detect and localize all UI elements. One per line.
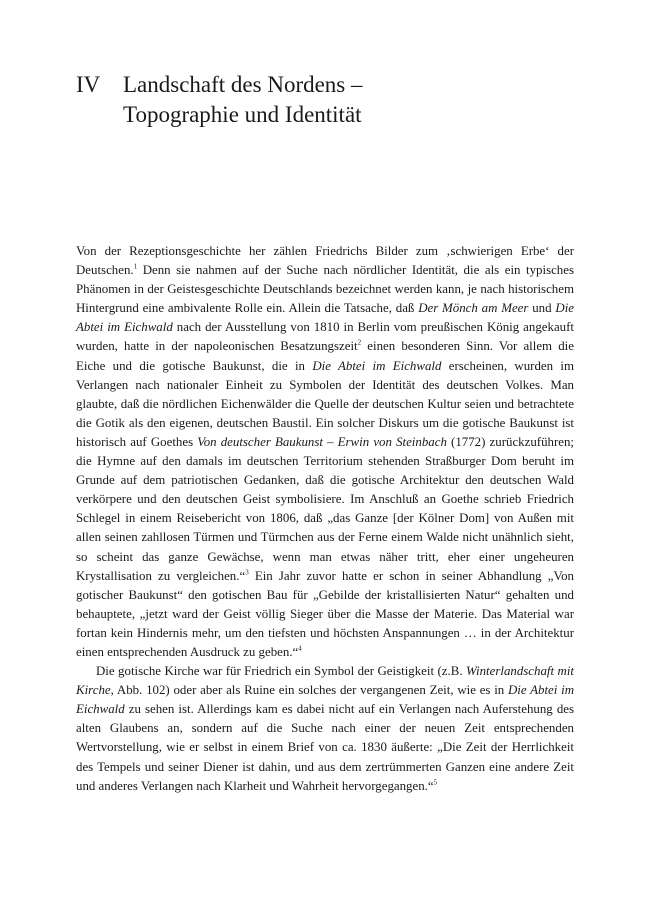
body-text bbox=[76, 242, 574, 796]
work-title: Die Abtei im Eichwald bbox=[312, 358, 442, 373]
chapter-title bbox=[123, 70, 573, 130]
text-run: Denn sie nahmen auf der Suche nach nördlicher Identität, die als ein typisches Phänomen in der Geistesgeschichte Deutschlands bezeichnet werden kann, je nach historischem Hintergrund eine ambivalente Rolle ein. Allein die Tatsache, daß bbox=[76, 263, 574, 316]
footnote-marker: 1 bbox=[133, 262, 138, 271]
paragraph-2 bbox=[76, 662, 574, 796]
text-run: Ein Jahr zuvor hatte er schon in seiner Abhandlung „Von gotischer Baukunst“ den gotischen Bau für „Gebilde der kristallisierten Natur“ gehalten und behauptete, „jetzt ward der Geist völlig Sieger über die Masse der Materie. Das Material war fortan kein Hindernis mehr, um den tiefsten und höchsten Anspannungen … in der Architektur einen entsprechenden Ausdruck zu geben.“ bbox=[76, 568, 574, 659]
text-run: (1772) zurückzuführen; die Hymne auf den damals im deutschen Territorium stehenden Straßburger Dom beruht im Grunde auf dem patriotischen Gedanken, daß die gotische Architektur den deutschen Wald verkörpere und den deutschen Geist symbolisiere. Im Anschluß an Goethe schrieb Friedrich Schlegel in einem Reisebericht von 1806, daß „das Ganze [der Kölner Dom] von Außen mit allen seinen zahllosen Türmen und Türmchen aus der Ferne einem Walde nicht unähnlich sieht, so scheint das ganze Gewächse, wenn man etwas näher tritt, eher einer ungeheuren Krystallisation zu vergleichen.“ bbox=[76, 434, 575, 583]
chapter-title-line-1: Landschaft des Nordens – bbox=[123, 72, 363, 97]
work-title: Die Abtei im Eichwald bbox=[76, 301, 575, 335]
footnote-marker: 4 bbox=[298, 644, 302, 653]
text-run: und bbox=[528, 301, 556, 316]
text-run: zu sehen ist. Allerdings kam es dabei nicht auf ein Verlangen nach Auferstehung des alten Glaubens an, sondern auf die Suche nach einer der neuen Zeit entsprechenden Wertvorstellung, wie er selbst in einem Brief von ca. 1830 äußerte: „Die Zeit der Herrlichkeit des Tempels und seiner Diener ist dahin, und aus dem zertrümmerten Ganzen eine andere Zeit und anderes Verlangen nach Klarheit und Wahrheit hervorgegangen.“ bbox=[76, 702, 574, 793]
text-run: einen besonderen Sinn. Vor allem die Eiche und die gotische Baukunst, die in bbox=[76, 339, 574, 373]
text-run: erscheinen, wurden im Verlangen nach nationaler Einheit zu Symbolen der Identität des deutschen Volkes. Man glaubte, daß die nördlichen Eichenwälder die Quelle der deutschen Kultur seien und betrachtete die Gotik als den eigenen, deutschen Baustil. Ein solcher Diskurs um die gotische Baukunst ist historisch auf Goethes bbox=[76, 358, 574, 449]
paragraph-1 bbox=[76, 242, 574, 662]
text-run: Die gotische Kirche war für Friedrich ein Symbol der Geistigkeit (z.B. bbox=[96, 664, 466, 679]
text-run: Von der Rezeptionsgeschichte her zählen Friedrichs Bilder zum ‚schwierigen Erbe‘ der Deutschen. bbox=[76, 244, 574, 278]
work-title: Winterlandschaft mit Kirche bbox=[76, 664, 574, 698]
text-run: nach der Ausstellung von 1810 in Berlin vom preußischen König angekauft wurden, hatte in der napoleonischen Besatzungszeit bbox=[76, 320, 574, 354]
work-title: Der Mönch am Meer bbox=[418, 301, 529, 316]
footnote-marker: 3 bbox=[245, 568, 249, 577]
footnote-marker: 2 bbox=[357, 339, 362, 348]
chapter-title-line-2: Topographie und Identität bbox=[123, 102, 362, 127]
chapter-number: IV bbox=[76, 72, 101, 97]
footnote-marker: 5 bbox=[433, 778, 438, 787]
text-run: , Abb. 102) oder aber als Ruine ein solches der vergangenen Zeit, wie es in bbox=[110, 683, 508, 698]
work-title: Die Abtei im Eichwald bbox=[76, 683, 575, 717]
work-title: Von deutscher Baukunst – Erwin von Steinbach bbox=[197, 434, 447, 449]
